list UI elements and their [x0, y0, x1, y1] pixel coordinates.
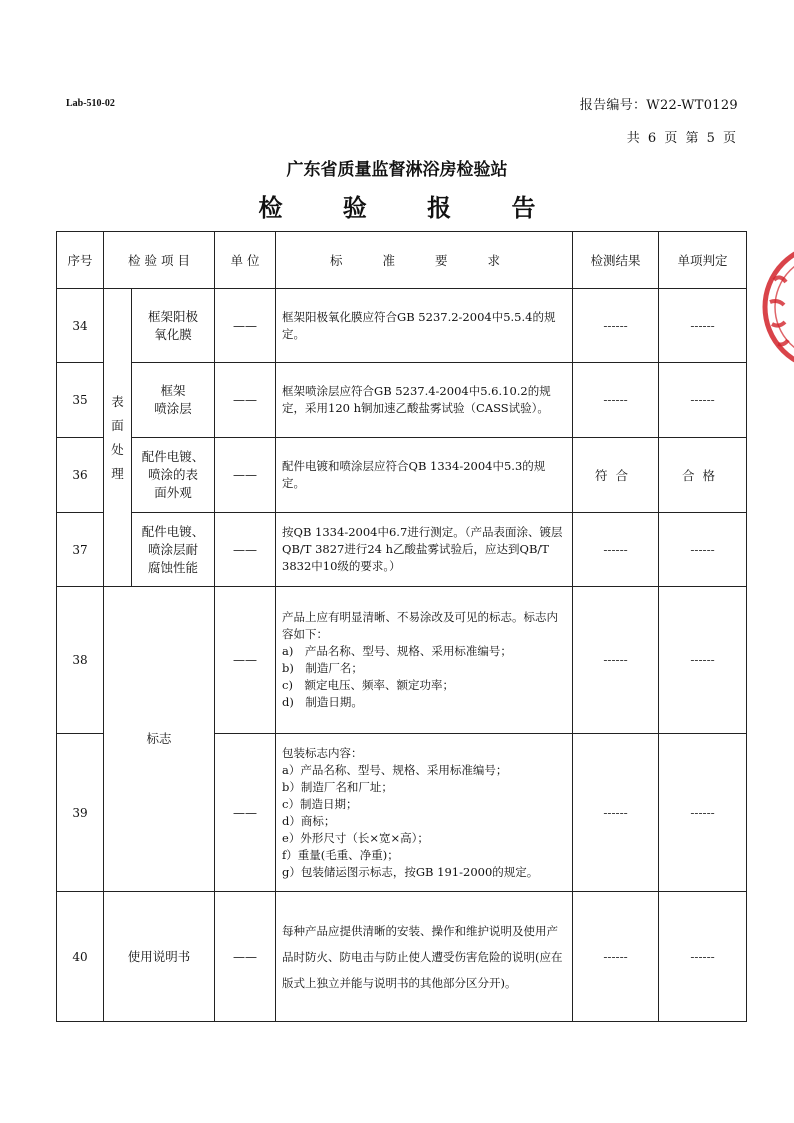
requirement [276, 587, 573, 734]
verdict: ------ [659, 734, 747, 892]
requirement-line: 配件电镀和喷涂层应符合QB 1334-2004中5.3的规定。 [282, 459, 546, 490]
unit: —— [215, 892, 276, 1022]
result: ------ [573, 289, 659, 363]
verdict: ------ [659, 363, 747, 438]
requirement-line: c）制造日期； [282, 796, 358, 811]
item-line: 喷涂层 [154, 401, 192, 416]
item-name [104, 892, 215, 1022]
item-line: 配件电镀、 [141, 523, 205, 539]
header-verdict: 单项判定 [659, 232, 747, 289]
header-unit: 单 位 [215, 232, 276, 289]
requirement-line: 框架阳极氧化膜应符合GB 5237.2-2004中5.5.4的规定。 [282, 309, 556, 341]
item-name [132, 438, 215, 513]
result: ------ [573, 363, 659, 438]
item-line: 氧化膜 [154, 326, 192, 342]
verdict: ------ [659, 587, 747, 734]
item-name [132, 363, 215, 438]
requirement-line: 包装标志内容： [282, 745, 363, 760]
requirement-line: c) 额定电压、频率、额定功率； [282, 678, 454, 692]
unit: —— [215, 438, 276, 513]
requirement-line: g）包装储运图示标志，按GB 191-2000的规定。 [282, 864, 539, 879]
item-line: 使用说明书 [127, 948, 191, 964]
table-row [57, 438, 747, 513]
requirement-line: 框架喷涂层应符合GB 5237.4-2004中5.6.10.2的规定，采用120 h铜加速乙酸盐雾试验（CASS试验）。 [282, 384, 551, 415]
document-title: 检 验 报 告 [258, 194, 562, 222]
requirement [276, 289, 573, 363]
result: ------ [573, 734, 659, 892]
row-no: 40 [57, 892, 104, 1022]
unit: —— [215, 734, 276, 892]
table-header-row [57, 232, 747, 289]
verdict: 合格 [659, 438, 747, 513]
report-number: 报告编号：W22-WT0129 [579, 98, 738, 113]
row-no: 36 [57, 438, 104, 513]
table-row [57, 587, 747, 734]
table-row [57, 513, 747, 587]
verdict: ------ [659, 289, 747, 363]
lab-form-code: Lab-510-02 [66, 98, 115, 109]
requirement-line: 产品上应有明显清晰、不易涂改及可见的标志。标志内容如下： [282, 610, 559, 641]
item-line: 喷涂的表 [148, 467, 199, 482]
requirement-line: d) 制造日期。 [282, 695, 363, 709]
seal-outer-ring [765, 245, 794, 369]
requirement-line: 按QB 1334-2004中6.7进行测定。（产品表面涂、镀层QB/T 3827进行24 h乙酸盐雾试验后，应达到QB/T 3832中10级的要求。） [282, 525, 563, 573]
row-no: 34 [57, 289, 104, 363]
page-info: 共 6 页 第 5 页 [626, 131, 738, 146]
requirement-line: d）商标； [282, 813, 336, 828]
requirement-line: e）外形尺寸（长×宽×高）； [282, 830, 429, 845]
item-name [132, 289, 215, 363]
unit: —— [215, 513, 276, 587]
requirement-line: a）产品名称、型号、规格、采用标准编号； [282, 762, 508, 777]
category-char: 面 [111, 417, 124, 433]
unit: —— [215, 363, 276, 438]
category-surface-treatment [104, 289, 132, 587]
requirement [276, 892, 573, 1022]
item-line: 面外观 [154, 485, 192, 500]
row-no: 39 [57, 734, 104, 892]
result: ------ [573, 587, 659, 734]
category-char: 表 [111, 393, 124, 409]
requirement [276, 438, 573, 513]
item-line: 腐蚀性能 [148, 559, 199, 575]
row-no: 37 [57, 513, 104, 587]
header-requirement: 标 准 要 求 [276, 232, 573, 289]
organization-name: 广东省质量监督淋浴房检验站 [286, 160, 508, 180]
requirement [276, 363, 573, 438]
category-char: 处 [111, 441, 124, 457]
requirement-line: b) 制造厂名； [282, 661, 363, 675]
table-row [57, 892, 747, 1022]
requirement-line: 每种产品应提供清晰的安装、操作和维护说明及使用产品时防火、防电击与防止使人遭受伤害危险的说明(应在版式上独立并能与说明书的其他部分区分开)。 [282, 923, 563, 990]
item-name [132, 513, 215, 587]
requirement [276, 734, 573, 892]
table-row [57, 363, 747, 438]
category-marking: 标志 [104, 587, 215, 892]
item-line: 喷涂层耐 [148, 541, 199, 557]
header-no: 序号 [57, 232, 104, 289]
requirement [276, 513, 573, 587]
requirement-line: f）重量(毛重、净重)； [282, 847, 399, 862]
header-item: 检 验 项 目 [104, 232, 215, 289]
requirement-line: a) 产品名称、型号、规格、采用标准编号； [282, 644, 512, 658]
verdict: ------ [659, 892, 747, 1022]
result: ------ [573, 513, 659, 587]
result: 符合 [573, 438, 659, 513]
verdict: ------ [659, 513, 747, 587]
item-line: 框架 [160, 383, 186, 398]
row-no: 38 [57, 587, 104, 734]
item-line: 配件电镀、 [141, 449, 205, 464]
requirement-line: b）制造厂名和厂址； [282, 779, 393, 794]
table-row [57, 289, 747, 363]
category-char: 理 [111, 465, 124, 481]
row-no: 35 [57, 363, 104, 438]
result: ------ [573, 892, 659, 1022]
header-result: 检测结果 [573, 232, 659, 289]
inspection-table [56, 231, 747, 1022]
official-seal-stamp [752, 232, 794, 382]
unit: —— [215, 289, 276, 363]
item-line: 框架阳极 [148, 308, 199, 324]
unit: —— [215, 587, 276, 734]
